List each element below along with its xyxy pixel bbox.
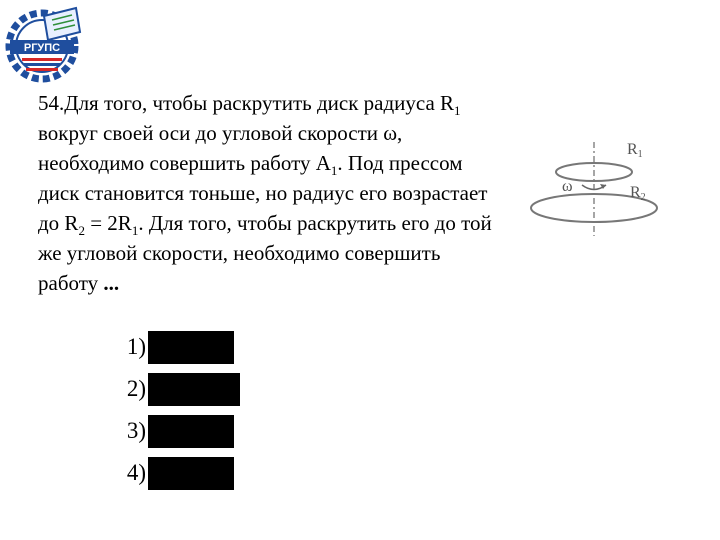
- r1-label: R1: [627, 141, 643, 160]
- answer-option-1[interactable]: [110, 326, 240, 368]
- question-part: вокруг своей оси до угловой скорости ω, необходимо совершить работу А: [38, 121, 403, 175]
- answer-number: 2): [126, 376, 146, 401]
- omega-label: ω: [562, 178, 573, 195]
- answer-option-2[interactable]: [110, 368, 240, 410]
- answer-redacted: [148, 373, 240, 406]
- subscript: 2: [78, 223, 85, 239]
- answer-number: 1): [126, 334, 146, 359]
- r2-label: R2: [630, 184, 646, 203]
- question-ellipsis: ...: [103, 271, 120, 295]
- subscript: 1: [330, 163, 338, 179]
- question-part: . Под прессом диск становится тоньше, но радиус его возрастает до R: [38, 151, 488, 235]
- question-part: Для того, чтобы раскрутить диск радиуса R: [64, 91, 455, 115]
- answer-list: [110, 326, 240, 494]
- answer-option-3[interactable]: [110, 410, 240, 452]
- answer-redacted: [148, 331, 234, 364]
- answer-option-4[interactable]: [110, 452, 240, 494]
- answer-number: 3): [126, 418, 146, 443]
- logo-stripe-red-2: [26, 68, 58, 71]
- question-number: 54.: [38, 91, 65, 115]
- logo-stripe-red: [22, 58, 62, 61]
- logo-text: РГУПС: [23, 42, 61, 54]
- university-logo: [2, 2, 82, 84]
- logo-book: [44, 8, 80, 40]
- answer-redacted: [148, 415, 234, 448]
- question-text: [38, 88, 498, 298]
- question-part: . Для того, чтобы раскрутить его до той же угловой скорости, необходимо совершить работу: [38, 211, 492, 295]
- answer-redacted: [148, 457, 234, 490]
- logo-stripe-blue: [24, 63, 60, 66]
- disk-diagram: [522, 138, 672, 240]
- subscript: 1: [454, 103, 461, 119]
- subscript: 1: [131, 223, 139, 239]
- question-part: = 2R: [84, 211, 132, 235]
- answer-number: 4): [126, 460, 146, 485]
